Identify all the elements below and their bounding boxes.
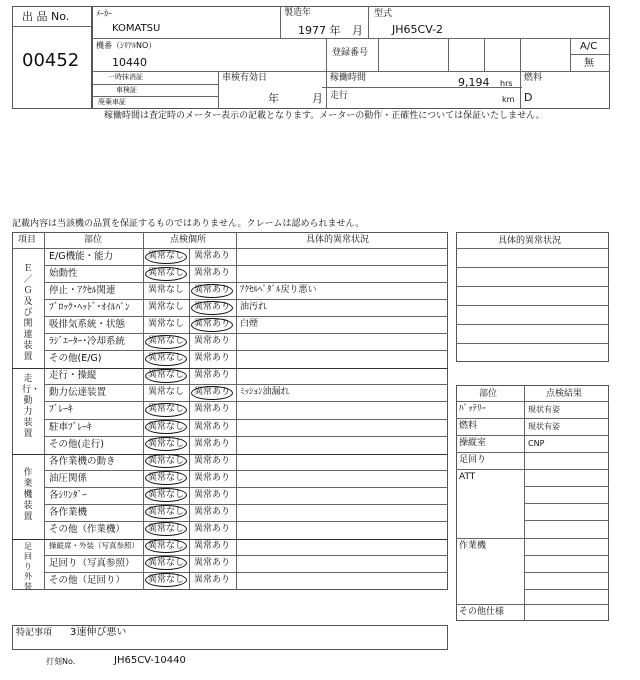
check-abnormal: 異常あり [194,455,231,466]
selection-circle [145,369,187,383]
year-value: 1977 年 [298,24,341,37]
check-normal: 異常なし [148,302,185,313]
right-detail-header: 具体的異常状況 [498,236,562,246]
inspection-cert-label: 車検証 [116,86,137,94]
check-abnormal: 異常あり [194,285,231,296]
lot-number: 00452 [22,50,80,71]
row-part-label: 吸排気系統・状態 [49,319,126,331]
selection-circle [145,250,187,264]
inspection-expiry-year: 年 [268,92,279,105]
check-normal: 異常なし [148,455,185,466]
result-part-label: 作業機 [459,541,487,551]
check-normal: 異常なし [148,574,185,585]
check-abnormal: 異常あり [194,506,231,517]
check-abnormal: 異常あり [194,438,231,449]
quality-disclaimer: 記載内容は当該機の品質を保証するものではありません。クレームは認められません。 [12,219,365,229]
row-part-label: 各作業機の動き [49,455,116,467]
row-part-label: 各ｼﾘﾝﾀﾞｰ [49,489,88,501]
result-part-label: その他仕様 [459,607,505,617]
check-normal: 異常なし [148,336,185,347]
row-part-label: E/G機能・能力 [49,251,114,262]
row-part-label: 停止・ｱｸｾﾙ関連 [49,285,116,297]
check-abnormal: 異常あり [194,268,231,279]
selection-circle [191,284,233,298]
selection-circle [145,437,187,451]
row-part-label: 走行・操縦 [49,370,97,382]
col-item-header: 項目 [18,235,37,245]
check-abnormal: 異常あり [194,319,231,330]
check-normal: 異常なし [148,370,185,381]
check-normal: 異常なし [148,438,185,449]
row-part-label: その他（足回り） [49,574,126,586]
selection-circle [145,267,187,281]
check-abnormal: 異常あり [194,370,231,381]
serial-label: 機番（ｼﾘｱﾙNO） [96,41,157,50]
check-normal: 異常なし [148,523,185,534]
result-part-label: ﾊﾞｯﾃﾘｰ [459,404,487,414]
result-value: CNP [528,439,545,448]
model-value: JH65CV-2 [392,23,444,36]
result-part-label: ATT [459,472,476,482]
row-part-label: ﾌﾞﾚｰｷ [49,404,73,416]
stamp-value: JH65CV-10440 [114,655,186,666]
year-month-suffix: 月 [352,24,363,37]
check-abnormal: 異常あり [194,557,231,568]
col-detail-header: 具体的異常状況 [306,235,370,245]
check-abnormal: 異常あり [194,472,231,483]
check-normal: 異常なし [148,319,185,330]
ac-value: 無 [584,58,594,69]
row-part-label: その他(E/G) [49,353,102,365]
hours-label: 稼働時間 [330,73,367,83]
check-abnormal: 異常あり [194,523,231,534]
row-part-label: ﾌﾞﾛｯｸ･ﾍｯﾄﾞ･ｵｲﾙﾊﾟﾝ [49,302,130,314]
row-part-label: 始動性 [49,268,78,280]
stamp-label: 打刻No. [46,657,76,666]
check-normal: 異常なし [148,557,185,568]
selection-circle [191,301,233,315]
hours-value: 9,194 [458,76,490,89]
check-normal: 異常なし [148,540,185,551]
check-abnormal: 異常あり [194,302,231,313]
disposal-cert-label: 廃棄車証 [98,98,126,106]
check-normal: 異常なし [148,285,185,296]
check-normal: 異常なし [148,268,185,279]
group-label-undercarriage: 足回り外装 [24,542,32,591]
check-normal: 異常なし [148,251,185,261]
ac-label: A/C [580,41,598,52]
selection-circle [145,454,187,468]
row-detail: 油汚れ [240,302,268,313]
group-label-engine: Ｅ／Ｇ及び関連装置 [23,264,33,362]
result-part-label: 足回り [459,455,487,465]
col-check-header: 点検個所 [170,235,207,245]
row-detail: ﾐｯｼｮﾝ油漏れ [240,387,290,398]
check-normal: 異常なし [148,353,185,364]
selection-circle [191,386,233,400]
check-normal: 異常なし [148,472,185,483]
check-abnormal: 異常あり [194,421,231,432]
result-part-label: 操縦室 [459,438,487,448]
result-value: 現状有姿 [528,405,560,414]
check-abnormal: 異常あり [194,336,231,347]
special-notes-label: 特記事項 [16,628,53,638]
row-part-label: その他（作業機） [49,523,126,535]
row-part-label: 足回り（写真参照） [49,557,135,569]
maker-label: ﾒｰｶｰ [96,9,112,18]
check-abnormal: 異常あり [194,387,231,398]
selection-circle [145,335,187,349]
check-abnormal: 異常あり [194,489,231,500]
check-normal: 異常なし [148,506,185,517]
check-abnormal: 異常あり [194,353,231,364]
selection-circle [191,318,233,332]
check-normal: 異常なし [148,489,185,500]
check-normal: 異常なし [148,421,185,432]
row-detail: ｱｸｾﾙﾍﾟﾀﾞﾙ戻り悪い [240,285,317,296]
col-part-header: 部位 [84,235,103,245]
group-label-work: 作業機装置 [23,468,33,522]
result-part-label: 燃料 [459,421,478,431]
lot-label: 出 品 No. [22,10,70,23]
row-part-label: 駐車ﾌﾞﾚｰｷ [49,421,92,433]
selection-circle [145,420,187,434]
check-normal: 異常なし [148,387,185,398]
maker-value: KOMATSU [112,23,161,34]
results-col-part: 部位 [479,389,498,399]
fuel-value: D [524,91,533,104]
inspection-expiry-label: 車検有効日 [222,73,268,83]
fuel-label: 燃料 [524,73,543,83]
check-abnormal: 異常あり [194,574,231,585]
travel-label: 走行 [330,91,349,101]
row-detail: 白煙 [240,319,259,330]
group-label-drive: 走行・動力装置 [22,374,41,439]
result-value: 現状有姿 [528,422,560,431]
row-part-label: 油圧関係 [49,472,88,484]
row-part-label: その他(走行) [49,438,104,450]
inspection-expiry-month: 月 [312,92,323,105]
check-abnormal: 異常あり [194,540,231,551]
selection-circle [145,403,187,417]
hours-unit: hrs [500,79,513,88]
check-normal: 異常なし [148,404,185,415]
km-unit: km [502,95,515,104]
serial-value: 10440 [112,56,147,69]
row-part-label: 操縦席・外装（写真参照） [49,540,139,550]
row-part-label: 動力伝達装置 [49,387,107,399]
row-part-label: ﾗｼﾞｴｰﾀｰ･冷却系統 [49,336,126,348]
check-abnormal: 異常あり [194,404,231,415]
results-col-result: 点検結果 [546,389,583,399]
hours-disclaimer: 稼働時間は査定時のメーター表示の記載となります。メーターの動作・正確性については保証いたしません。 [104,111,545,121]
special-notes-value: 3速伸び悪い [70,627,127,638]
temp-cert-label: 一時抹消証 [108,73,143,81]
row-part-label: 各作業機 [49,506,88,518]
check-abnormal: 異常あり [194,251,231,261]
registration-label: 登録番号 [332,48,369,58]
year-label: 製造年 [284,8,312,18]
model-label: 型式 [374,9,393,19]
selection-circle [145,352,187,366]
